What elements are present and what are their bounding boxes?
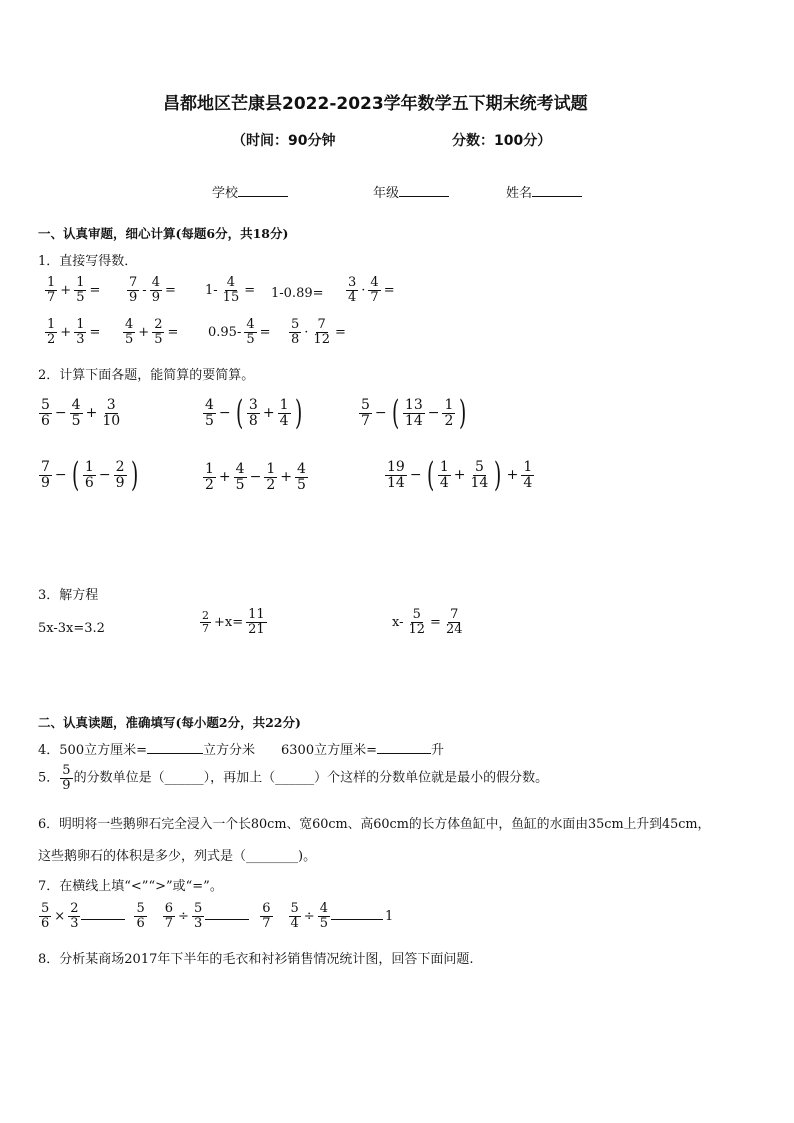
q1-item-4: 1-0.89=	[271, 286, 324, 301]
page-title: 昌都地区芒康县2022-2023学年数学五下期末统考试题	[163, 94, 588, 114]
equation-3: x- $\frac{5}{12}$ = $\frac{7}{24}$	[392, 607, 463, 637]
equation-1: 5x-3x=3.2	[38, 621, 105, 636]
school-label: 学校	[212, 186, 239, 201]
q2-item-5: $\frac{1}{2}$ + $\frac{4}{5}$ − $\frac{1}{2}$ + $\frac{4}{5}$	[205, 461, 306, 493]
name-blank[interactable]	[532, 196, 582, 197]
q7-one: 1	[384, 908, 394, 924]
q1-row-1: $\frac{1}{7}$ + $\frac{1}{5}$ =	[47, 275, 101, 305]
section-1-heading: 一、认真审题，细心计算(每题6分，共18分)	[38, 226, 289, 241]
q2-item-3: $\frac{5}{7}$ − ( $\frac{13}{14}$ − $\frac{1}{2}$ )	[361, 393, 467, 433]
q5-text: 的分数单位是（______），再加上（______）个这样的分数单位就是最小的假分数。	[73, 770, 549, 786]
name-field	[506, 182, 582, 201]
exam-score: 分数：100分）	[452, 133, 552, 149]
question-1: 1．直接写得数．	[38, 254, 138, 269]
q4-part-b: 立方分米	[202, 743, 255, 758]
question-8: 8．分析某商场2017年下半年的毛衣和衬衫销售情况统计图，回答下面问题.	[38, 952, 474, 967]
question-7: 7．在横线上填“<”“>”或“=”。	[38, 879, 223, 894]
q1-item-8: 0.95- $\frac{4}{5}$ =	[208, 317, 271, 347]
name-label: 姓名	[506, 186, 533, 201]
q7-blank-1[interactable]	[81, 919, 125, 920]
q4-part-d: 升	[430, 743, 444, 758]
q1-item-3: 1- $\frac{4}{15}$ =	[205, 275, 256, 305]
q4-blank-1[interactable]	[147, 753, 203, 754]
section-2-heading: 二、认真读题，准确填写(每小题2分，共22分)	[38, 715, 301, 730]
q4-part-a: 4．500立方厘米=	[38, 743, 147, 758]
q1-item-5: $\frac{3}{4}$ · $\frac{4}{7}$ =	[348, 275, 395, 305]
equation-2: $\frac{2}{7}$ +x= $\frac{11}{21}$	[202, 607, 265, 637]
q1-item-2: $\frac{7}{9}$ - $\frac{4}{9}$ =	[129, 275, 176, 305]
q1-item-9: $\frac{5}{8}$ · $\frac{7}{12}$ =	[291, 317, 346, 347]
q2-item-1: $\frac{5}{6}$ − $\frac{4}{5}$ + $\frac{3}{10}$	[41, 397, 121, 429]
q2-item-4: $\frac{7}{9}$ − ( $\frac{1}{6}$ − $\frac{2}{9}$ )	[41, 455, 138, 495]
question-6-line-2: 这些鹅卵石的体积是多少，列式是（________)。	[38, 849, 317, 864]
grade-blank[interactable]	[399, 196, 449, 197]
q1-item-7: $\frac{4}{5}$ + $\frac{2}{5}$ =	[125, 317, 179, 347]
q2-item-2: $\frac{4}{5}$ − ( $\frac{3}{8}$ + $\frac{1}{4}$ )	[205, 393, 302, 433]
question-5: 5． $\frac{5}{9}$ 的分数单位是（______），再加上（______）个这样的分数单位就是最小的假分数。	[38, 763, 549, 793]
q4-blank-2[interactable]	[377, 753, 431, 754]
q1-row-2: $\frac{1}{2}$ + $\frac{1}{3}$ =	[47, 317, 101, 347]
q5-number: 5．	[38, 770, 60, 786]
question-2: 2．计算下面各题，能简算的要简算。	[38, 368, 255, 383]
school-field	[212, 182, 288, 201]
question-6-line-1: 6．明明将一些鹅卵石完全浸入一个长80cm、宽60cm、高60cm的长方体鱼缸中，鱼缸的水面由35cm上升到45cm，	[38, 817, 711, 832]
question-3: 3．解方程	[38, 588, 99, 603]
q4-part-c: 6300立方厘米=	[281, 743, 377, 758]
school-blank[interactable]	[238, 196, 288, 197]
q2-item-6: $\frac{19}{14}$ − ( $\frac{1}{4}$ + $\frac{5}{14}$ ) + $\frac{1}{4}$	[387, 455, 533, 495]
grade-label: 年级	[373, 186, 400, 201]
q7-blank-3[interactable]	[331, 919, 383, 920]
q7-comparisons: $\frac{5}{6}$ × $\frac{2}{3}$ $\frac{5}{6}$ $\frac{6}{7}$ ÷ $\frac{5}{3}$ $\frac{6}{7}$ $\frac{5}{4}$ ÷ $\frac{4}{5}$ 1	[41, 901, 394, 931]
grade-field	[373, 182, 449, 201]
exam-time: （时间：90分钟	[232, 133, 336, 149]
question-4	[38, 739, 444, 758]
q7-blank-2[interactable]	[205, 919, 249, 920]
